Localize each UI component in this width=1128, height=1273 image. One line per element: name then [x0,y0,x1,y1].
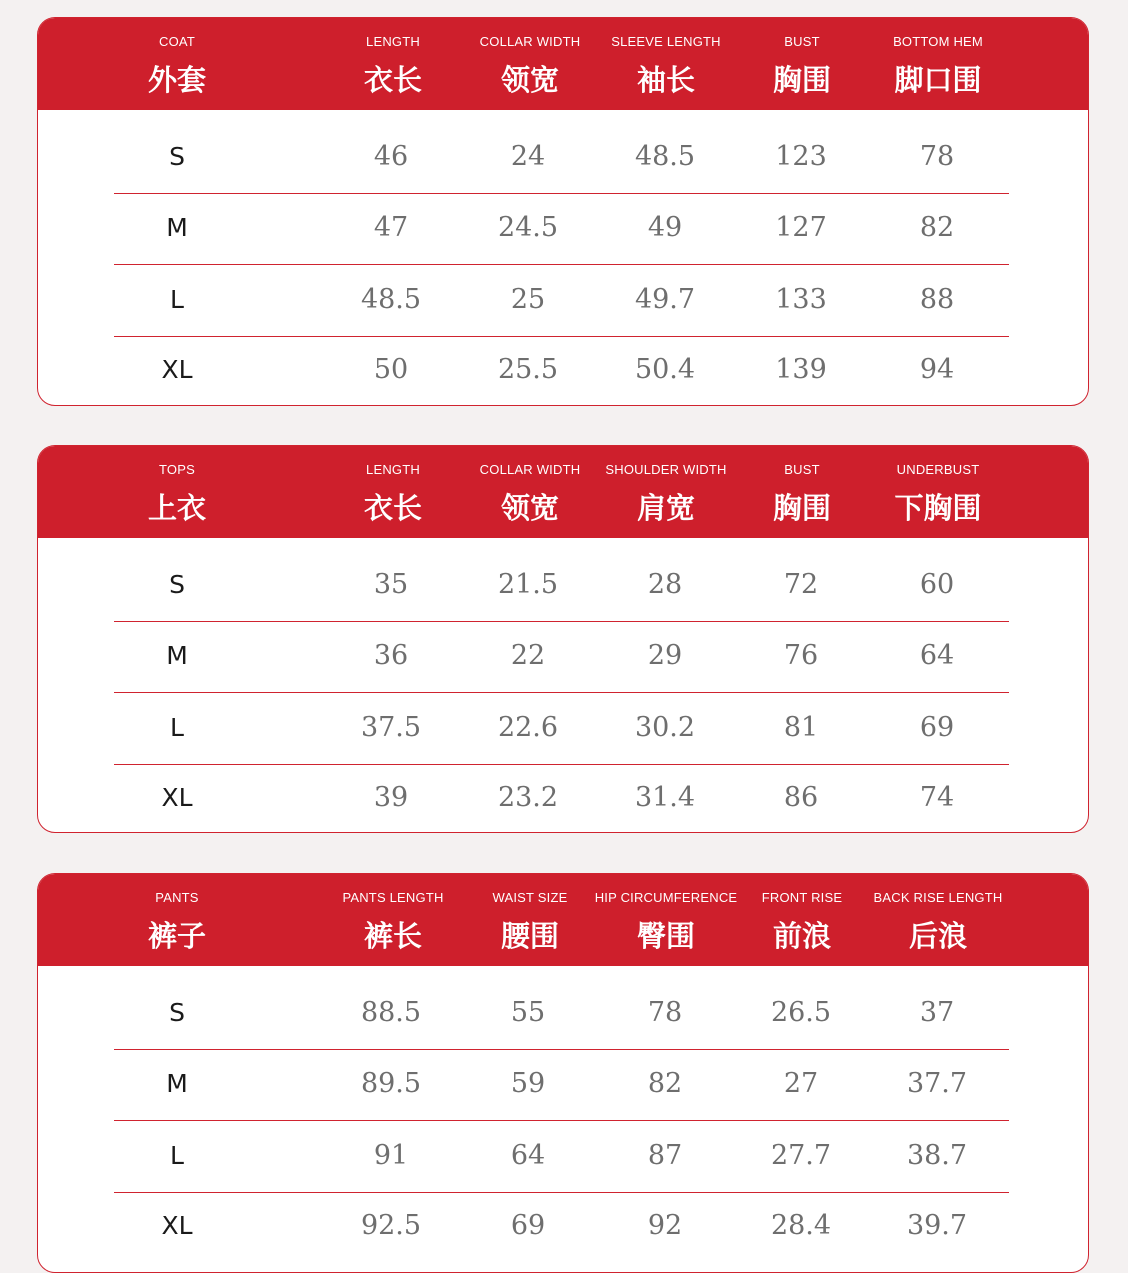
header-cn-label: 胸围 [772,491,831,525]
value-cell: 29 [647,640,683,671]
header-cell [858,874,1018,966]
header-cell [586,874,746,966]
header-cell [107,874,247,966]
value-cell: 36 [373,640,409,671]
value-cell: 139 [775,354,827,385]
table-row-xl [114,1190,1009,1262]
header-cn-label: 袖长 [636,63,695,97]
header-cn-label: 后浪 [908,919,967,953]
header-cell [323,446,463,538]
header-cell [460,18,600,110]
value-cell: 91 [373,1140,409,1171]
header-cn-label: 领宽 [500,491,559,525]
size-cell: L [170,713,184,742]
header-cn-label: 前浪 [772,919,831,953]
value-cell: 89.5 [360,1068,422,1099]
value-cell: 55 [510,997,546,1028]
value-cell: 64 [919,640,955,671]
value-cell: 24 [510,141,546,172]
table-row-s [114,549,1009,622]
value-cell: 30.2 [634,712,696,743]
header-cn-label: 腰围 [500,919,559,953]
value-cell: 37 [919,997,955,1028]
header-en-label: COLLAR WIDTH [479,34,581,49]
value-cell: 46 [373,141,409,172]
header-en-label: UNDERBUST [896,462,980,477]
size-cell: M [166,213,188,242]
header-cell [586,446,746,538]
value-cell: 27 [783,1068,819,1099]
value-cell: 94 [919,354,955,385]
table-row-s [114,121,1009,194]
header-cn-label: 下胸围 [894,491,982,525]
header-cell [107,446,247,538]
header-cn-label: 领宽 [500,63,559,97]
size-table-tops [37,445,1089,833]
value-cell: 39.7 [906,1210,968,1241]
size-cell: XL [161,1211,193,1240]
value-cell: 28.4 [770,1210,832,1241]
size-cell: S [169,998,185,1027]
header-en-label: FRONT RISE [761,890,843,905]
header-en-label: BUST [784,462,820,477]
header-cell [107,18,247,110]
header-cn-label: 裤子 [147,919,206,953]
value-cell: 50 [373,354,409,385]
header-en-label: LENGTH [366,462,420,477]
value-cell: 22 [510,640,546,671]
value-cell: 72 [783,569,819,600]
value-cell: 127 [775,212,827,243]
value-cell: 69 [919,712,955,743]
header-en-label: PANTS [155,890,199,905]
value-cell: 38.7 [906,1140,968,1171]
value-cell: 37.7 [906,1068,968,1099]
value-cell: 50.4 [634,354,696,385]
value-cell: 81 [783,712,819,743]
header-cn-label: 裤长 [363,919,422,953]
table-row-l [114,692,1009,765]
size-cell: XL [161,355,193,384]
value-cell: 31.4 [634,782,696,813]
header-en-label: BACK RISE LENGTH [873,890,1003,905]
header-cell [858,446,1018,538]
table-row-s [114,977,1009,1050]
header-cn-label: 外套 [147,63,206,97]
table-row-m [114,620,1009,693]
size-table-coat [37,17,1089,406]
header-cell [732,446,872,538]
header-en-label: LENGTH [366,34,420,49]
header-cell [460,446,600,538]
header-en-label: TOPS [159,462,195,477]
header-cn-label: 胸围 [772,63,831,97]
value-cell: 49 [647,212,683,243]
header-en-label: COAT [159,34,195,49]
table-row-m [114,1048,1009,1121]
size-cell: S [169,570,185,599]
header-en-label: SHOULDER WIDTH [605,462,727,477]
value-cell: 48.5 [634,141,696,172]
table-header [38,18,1088,110]
header-cell [732,18,872,110]
table-row-l [114,264,1009,337]
value-cell: 48.5 [360,284,422,315]
size-cell: M [166,1069,188,1098]
table-header [38,446,1088,538]
value-cell: 28 [647,569,683,600]
header-cn-label: 衣长 [363,63,422,97]
table-row-xl [114,762,1009,833]
table-header [38,874,1088,966]
value-cell: 88.5 [360,997,422,1028]
value-cell: 25 [510,284,546,315]
size-cell: M [166,641,188,670]
header-cn-label: 上衣 [147,491,206,525]
header-cell [323,18,463,110]
size-cell: S [169,142,185,171]
table-row-xl [114,334,1009,406]
size-cell: L [170,285,184,314]
value-cell: 49.7 [634,284,696,315]
header-cell [732,874,872,966]
value-cell: 133 [775,284,827,315]
header-en-label: HIP CIRCUMFERENCE [594,890,738,905]
value-cell: 59 [510,1068,546,1099]
header-cell [323,874,463,966]
value-cell: 78 [919,141,955,172]
value-cell: 27.7 [770,1140,832,1171]
header-cn-label: 臀围 [636,919,695,953]
size-table-pants [37,873,1089,1273]
value-cell: 64 [510,1140,546,1171]
value-cell: 22.6 [497,712,559,743]
value-cell: 39 [373,782,409,813]
value-cell: 86 [783,782,819,813]
value-cell: 74 [919,782,955,813]
value-cell: 92 [647,1210,683,1241]
header-cn-label: 脚口围 [894,63,982,97]
header-en-label: PANTS LENGTH [342,890,444,905]
value-cell: 35 [373,569,409,600]
header-en-label: SLEEVE LENGTH [611,34,721,49]
value-cell: 82 [647,1068,683,1099]
value-cell: 76 [783,640,819,671]
header-cell [586,18,746,110]
header-cell [858,18,1018,110]
table-row-l [114,1120,1009,1193]
value-cell: 26.5 [770,997,832,1028]
value-cell: 25.5 [497,354,559,385]
value-cell: 47 [373,212,409,243]
value-cell: 23.2 [497,782,559,813]
value-cell: 78 [647,997,683,1028]
value-cell: 87 [647,1140,683,1171]
header-en-label: BUST [784,34,820,49]
header-cn-label: 衣长 [363,491,422,525]
value-cell: 21.5 [497,569,559,600]
header-en-label: COLLAR WIDTH [479,462,581,477]
value-cell: 123 [775,141,827,172]
size-cell: L [170,1141,184,1170]
value-cell: 82 [919,212,955,243]
value-cell: 92.5 [360,1210,422,1241]
header-cell [460,874,600,966]
table-row-m [114,192,1009,265]
value-cell: 69 [510,1210,546,1241]
size-cell: XL [161,783,193,812]
header-en-label: BOTTOM HEM [893,34,983,49]
value-cell: 37.5 [360,712,422,743]
value-cell: 24.5 [497,212,559,243]
header-en-label: WAIST SIZE [492,890,568,905]
header-cn-label: 肩宽 [636,491,695,525]
value-cell: 88 [919,284,955,315]
value-cell: 60 [919,569,955,600]
